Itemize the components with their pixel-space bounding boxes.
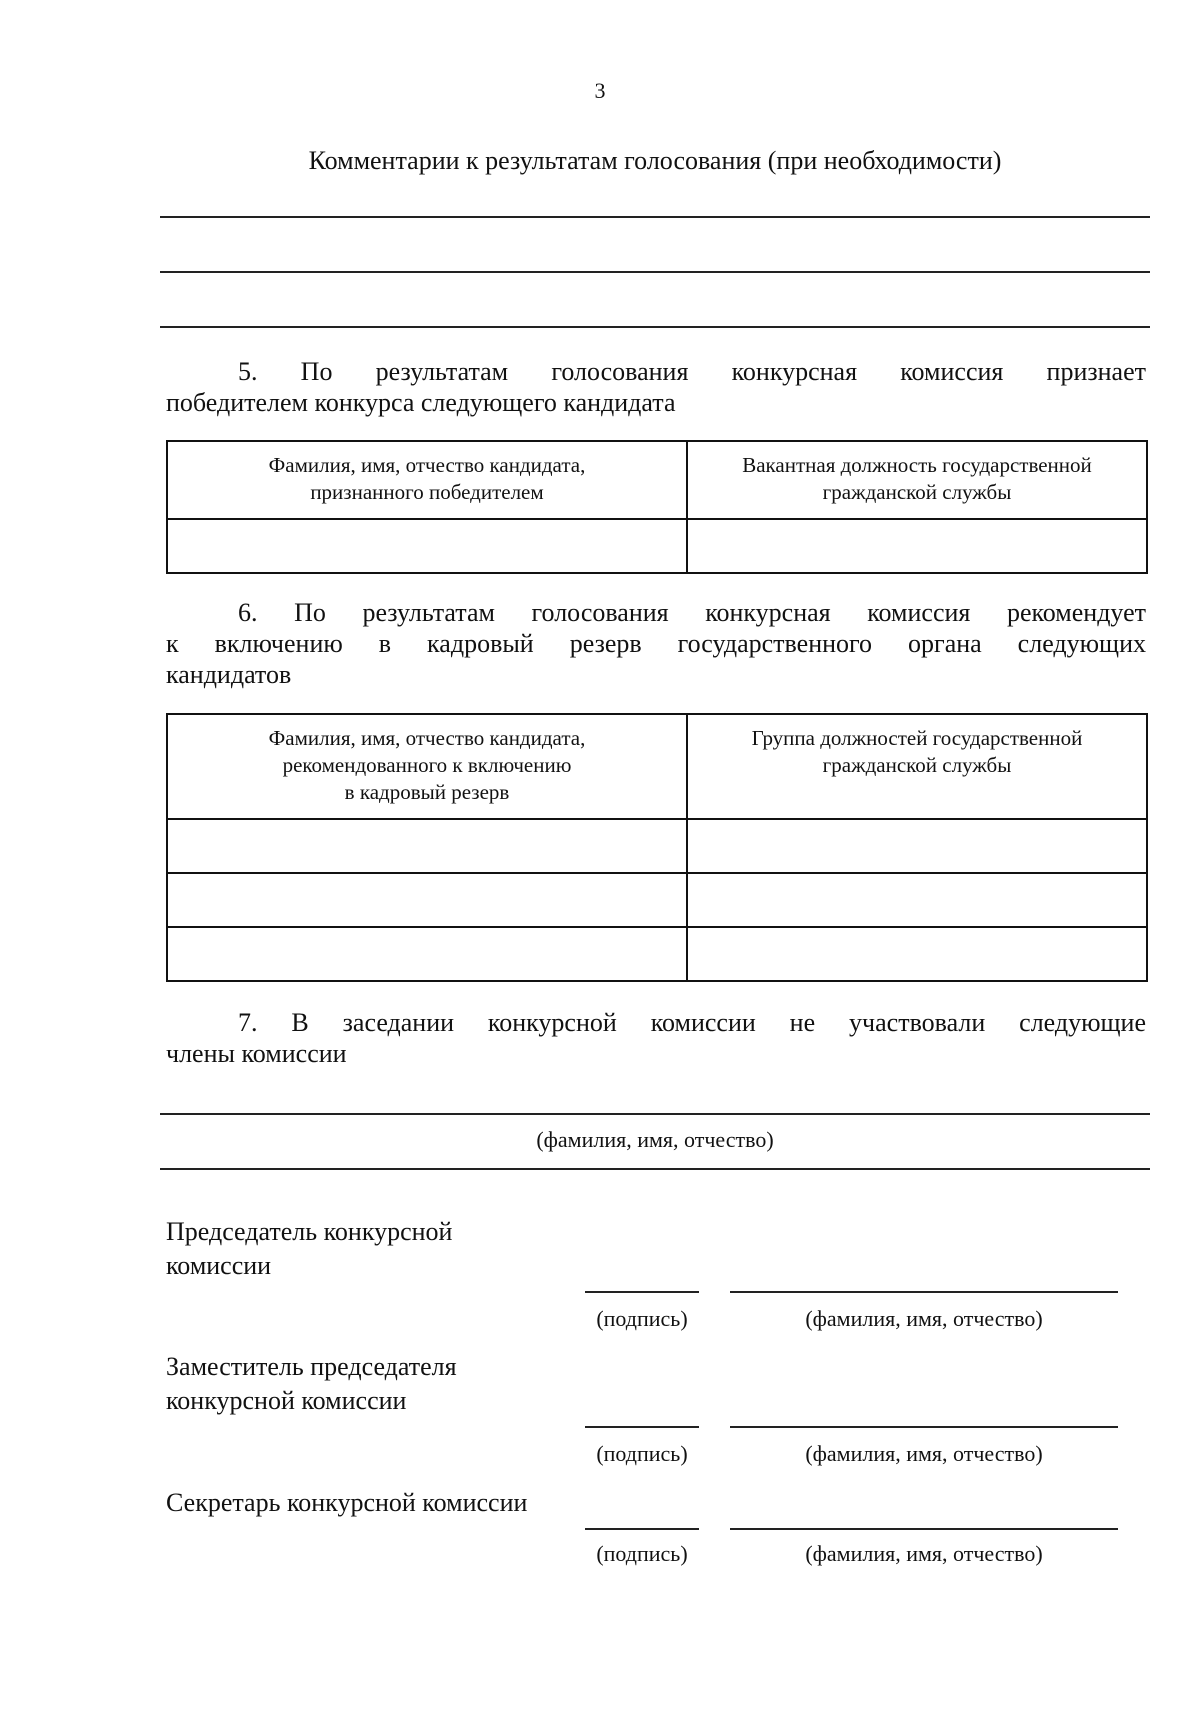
winner-name-cell[interactable] (167, 519, 687, 573)
role-line: Председатель конкурсной (166, 1217, 453, 1246)
role-line: Секретарь конкурсной комиссии (166, 1488, 528, 1517)
comments-line-3[interactable] (160, 326, 1150, 328)
position-group-cell[interactable] (687, 927, 1147, 981)
deputy-chairman-role (166, 1350, 457, 1418)
section-5-text (166, 356, 1146, 418)
comments-line-2[interactable] (160, 271, 1150, 273)
table-header-row (167, 441, 1147, 519)
section-6-line-2: к включению в кадровый резерв государственного органа следующих (166, 629, 1146, 658)
deputy-signature-line[interactable] (585, 1426, 699, 1428)
chairman-role (166, 1215, 452, 1283)
table-header-row (167, 714, 1147, 819)
section-5-line-2: победителем конкурса следующего кандидата (166, 388, 676, 417)
table-row (167, 519, 1147, 573)
position-group-header (687, 714, 1147, 819)
deputy-name-line[interactable] (730, 1426, 1118, 1428)
position-group-cell[interactable] (687, 873, 1147, 927)
header-line: в кадровый резерв (344, 780, 510, 804)
table-row (167, 927, 1147, 981)
secretary-role (166, 1486, 527, 1520)
vacant-position-cell[interactable] (687, 519, 1147, 573)
deputy-signature-caption: (подпись) (596, 1441, 688, 1466)
header-line: Вакантная должность государственной (742, 453, 1092, 477)
header-line: гражданской службы (822, 480, 1012, 504)
section-7-text (166, 1007, 1146, 1069)
secretary-signature-caption: (подпись) (596, 1541, 688, 1566)
table-row (167, 873, 1147, 927)
reserve-table (166, 713, 1148, 982)
absent-members-line[interactable] (160, 1113, 1150, 1115)
absent-members-line-2[interactable] (160, 1168, 1150, 1170)
comments-heading: Комментарии к результатам голосования (при необходимости) (308, 146, 1002, 175)
header-line: Фамилия, имя, отчество кандидата, (268, 453, 586, 477)
role-line: Заместитель председателя (166, 1352, 457, 1381)
role-line: комиссии (166, 1251, 272, 1280)
section-6-line-3: кандидатов (166, 660, 292, 689)
section-6-text (166, 597, 1146, 690)
header-line: признанного победителем (310, 480, 544, 504)
page-number: 3 (594, 78, 606, 103)
comments-line-1[interactable] (160, 216, 1150, 218)
header-line: гражданской службы (822, 753, 1012, 777)
section-7-line-2: члены комиссии (166, 1039, 347, 1068)
reserve-name-cell[interactable] (167, 927, 687, 981)
table-row (167, 819, 1147, 873)
vacant-position-header (687, 441, 1147, 519)
chairman-name-line[interactable] (730, 1291, 1118, 1293)
reserve-name-cell[interactable] (167, 873, 687, 927)
chairman-signature-line[interactable] (585, 1291, 699, 1293)
header-line: Группа должностей государственной (751, 726, 1083, 750)
reserve-name-cell[interactable] (167, 819, 687, 873)
position-group-cell[interactable] (687, 819, 1147, 873)
reserve-name-header (167, 714, 687, 819)
section-6-line-1: 6. По результатам голосования конкурсная комиссия рекомендует (238, 598, 1146, 627)
section-7-line-1: 7. В заседании конкурсной комиссии не участвовали следующие (238, 1008, 1146, 1037)
secretary-name-line[interactable] (730, 1528, 1118, 1530)
section-5-line-1: 5. По результатам голосования конкурсная комиссия признает (238, 357, 1146, 386)
chairman-signature-caption: (подпись) (596, 1306, 688, 1331)
absent-members-caption: (фамилия, имя, отчество) (536, 1127, 774, 1152)
winner-name-header (167, 441, 687, 519)
secretary-name-caption: (фамилия, имя, отчество) (805, 1541, 1043, 1566)
deputy-name-caption: (фамилия, имя, отчество) (805, 1441, 1043, 1466)
header-line: Фамилия, имя, отчество кандидата, (268, 726, 586, 750)
chairman-name-caption: (фамилия, имя, отчество) (805, 1306, 1043, 1331)
header-line: рекомендованного к включению (282, 753, 572, 777)
secretary-signature-line[interactable] (585, 1528, 699, 1530)
winner-table (166, 440, 1148, 574)
role-line: конкурсной комиссии (166, 1386, 407, 1415)
